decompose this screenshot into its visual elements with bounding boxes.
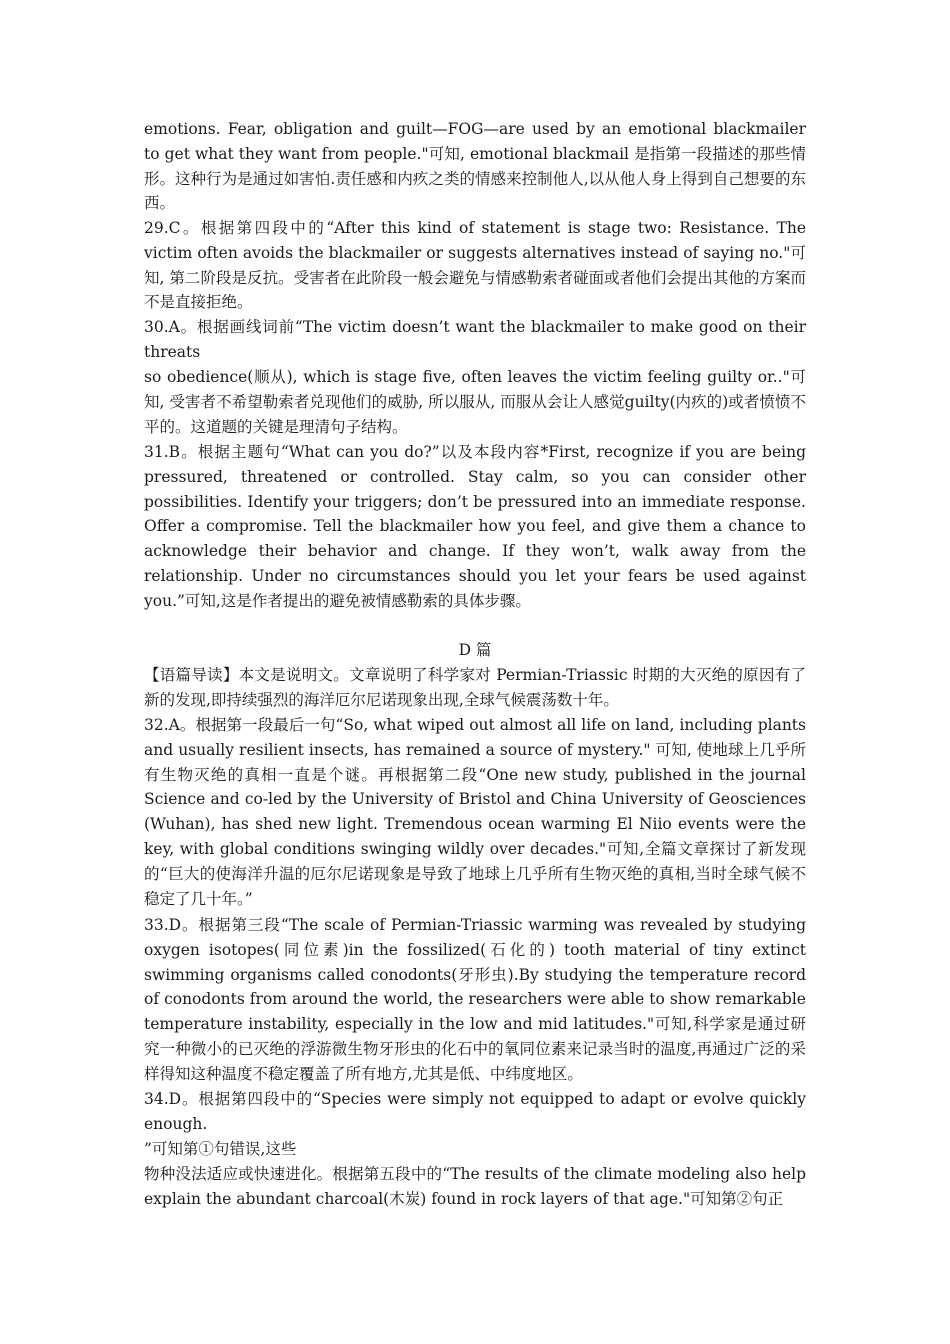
paragraph-34-answer: 34.D。根据第四段中的“Species were simply not equipped to adapt or evolve quickly enough. bbox=[144, 1090, 806, 1133]
passage-introduction: 【语篇导读】本文是说明文。文章说明了科学家对 Permian-Triassic 时期的大灭绝的原因有了新的发现,即持续强烈的海洋厄尔尼诺现象出现,全球气候震荡数十年。 bbox=[144, 666, 806, 709]
paragraph-34-fragment: ”可知第①句错误,这些 bbox=[144, 1140, 297, 1158]
paragraph-31-answer: 31.B。根据主题句“What can you do?”以及本段内容*First, recognize if you are being pressured, threatened or controlled. Stay calm, so you can consider other possibilities. Identify your triggers; don’t be pressured into an immediate response. Offer a compromise. Tell the blackmailer how you feel, and give them a chance to acknowledge their behavior and change. If they won’t, walk away from the relationship. Under no circumstances should you let your fears be used against you.”可知,这是作者提出的避免被情感勒索的具体步骤。 bbox=[144, 443, 806, 610]
paragraph-29-answer: 29.C。根据第四段中的“After this kind of statement is stage two: Resistance. The victim often avoids the blackmailer or suggests alternatives instead of saying no."可知, 第二阶段是反抗。受害者在此阶段一般会避免与情感勒索者碰面或者他们会提出其他的方案而不是直接拒绝。 bbox=[144, 219, 806, 312]
paragraph-30-continued: so obedience(顺从), which is stage five, often leaves the victim feeling guilty or.."可知, 受害者不希望勒索者兑现他们的威胁, 所以服从, 而服从会让人感觉guilty(内疚的)或者愤愤不平的。这道题的关键是理清句子结构。 bbox=[144, 368, 806, 436]
paragraph-33-answer: 33.D。根据第三段“The scale of Permian-Triassic warming was revealed by studying oxygen isotopes(同位素)in the fossilized(石化的) tooth material of tiny extinct swimming organisms called conodonts(牙形虫).By studying the temperature record of conodonts from around the world, the researchers were able to show remarkable temperature instability, especially in the low and mid latitudes."可知,科学家是通过研究一种微小的已灭绝的浮游微生物牙形虫的化石中的氧同位素来记录当时的温度,再通过广泛的采样得知这种温度不稳定覆盖了所有地方,尤其是低、中纬度地区。 bbox=[144, 916, 806, 1083]
paragraph-28-explanation: emotions. Fear, obligation and guilt—FOG—are used by an emotional blackmailer to get what they want from people."可知, emotional blackmail 是指第一段描述的那些情形。这种行为是通过如害怕.责任感和内疚之类的情感来控制他人,以从他人身上得到自己想要的东西。 bbox=[144, 120, 806, 213]
paragraph-30-answer: 30.A。根据画线词前“The victim doesn’t want the blackmailer to make good on their threats bbox=[144, 318, 806, 361]
paragraph-32-answer: 32.A。根据第一段最后一句“So, what wiped out almost all life on land, including plants and usually resilient insects, has remained a source of mystery." 可知, 使地球上几乎所有生物灭绝的真相一直是个谜。再根据第二段“One new study, published in the journal Science and co-led by the University of Bristol and China University of Geosciences (Wuhan), has shed new light. Tremendous ocean warming El Niio events were the key, with global conditions swinging wildly over decades."可知,全篇文章探讨了新发现的“巨大的使海洋升温的厄尔尼诺现象是导致了地球上几乎所有生物灭绝的真相,当时全球气候不稳定了几十年。” bbox=[144, 716, 806, 908]
paragraph-34-continued: 物种没法适应或快速进化。根据第五段中的“The results of the climate modeling also help explain the abundant charcoal(木炭) found in rock layers of that age."可知第②句正 bbox=[144, 1165, 806, 1208]
section-heading-d: D 篇 bbox=[458, 641, 492, 659]
